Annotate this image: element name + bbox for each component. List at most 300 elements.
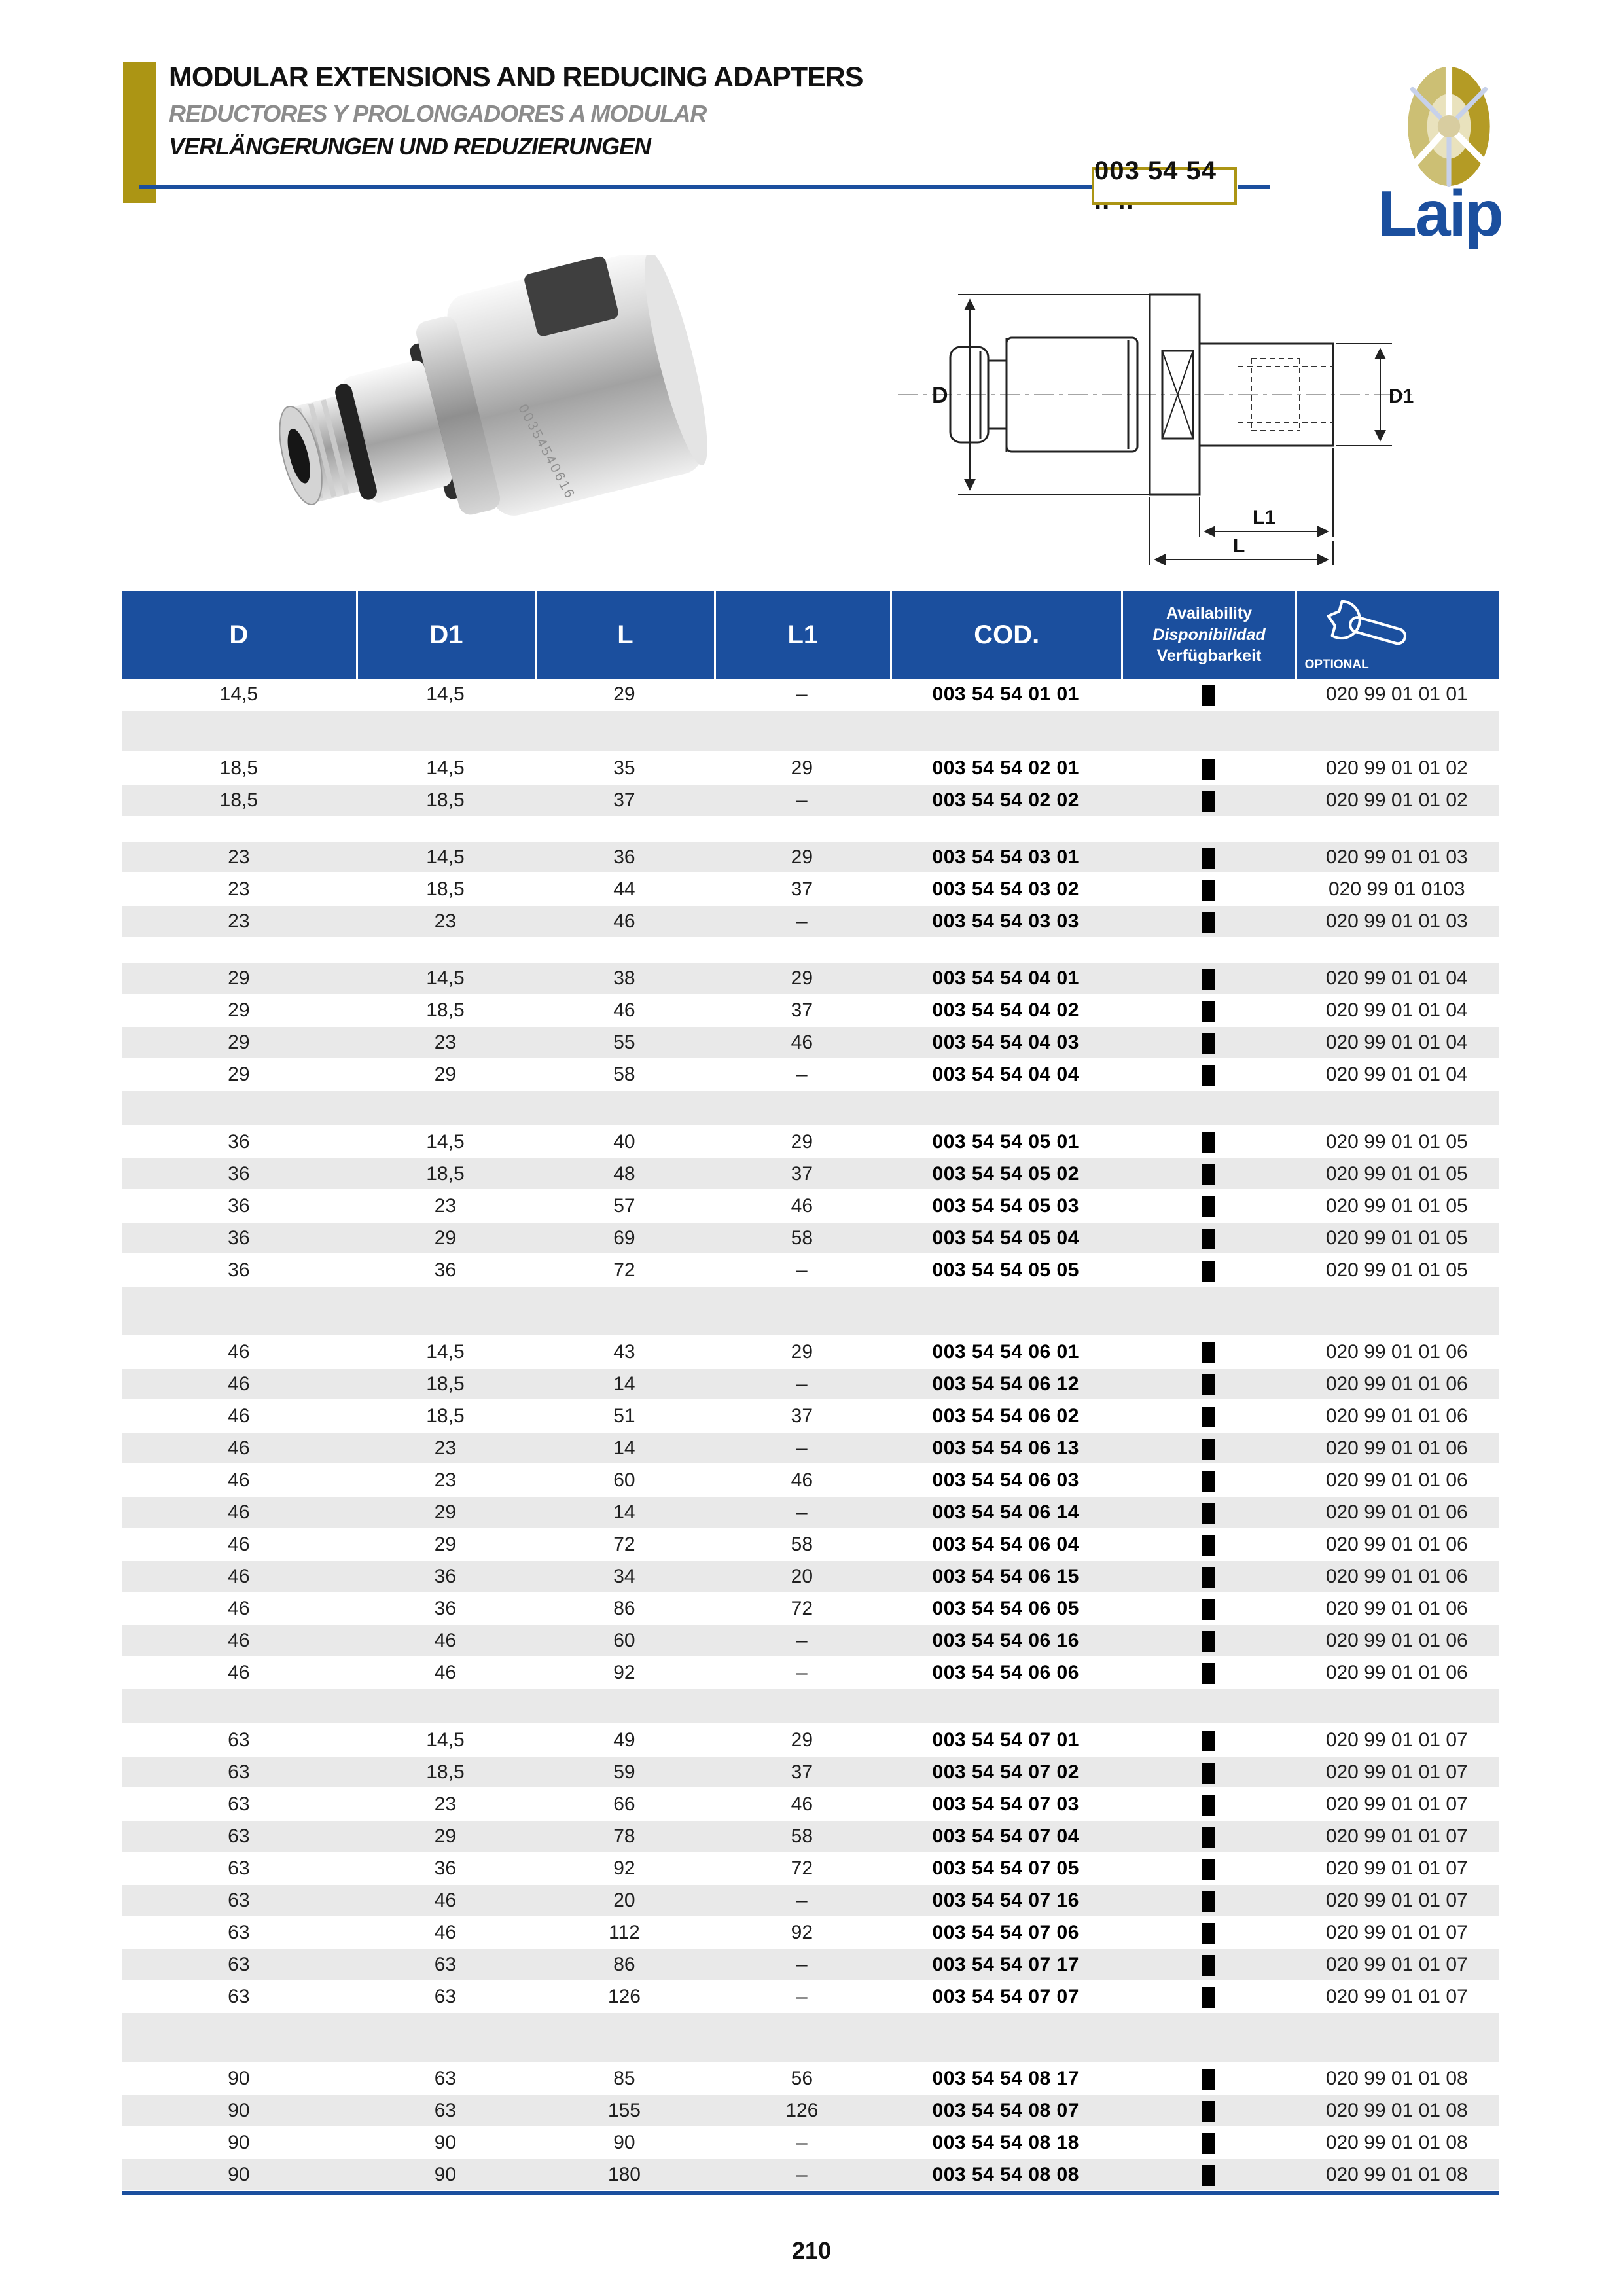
cell-d: 36 xyxy=(228,1162,250,1185)
cell-availability xyxy=(1121,1629,1294,1651)
availability-square xyxy=(1202,791,1215,812)
table-row xyxy=(122,1497,1499,1529)
cell-d: 46 xyxy=(228,1501,250,1523)
cell-l: 86 xyxy=(613,1953,635,1975)
cell-l1: – xyxy=(796,910,808,932)
cell-d1: 23 xyxy=(434,910,457,932)
cell-l1: 29 xyxy=(791,1340,813,1363)
cell-l: 60 xyxy=(613,1629,635,1651)
cell-optional-code: 020 99 01 01 02 xyxy=(1325,757,1468,779)
cell-l1: 37 xyxy=(791,999,813,1021)
cell-d1: 29 xyxy=(434,1533,457,1555)
availability-square xyxy=(1202,880,1215,901)
cell-d: 46 xyxy=(228,1405,250,1427)
cell-availability xyxy=(1121,1340,1294,1363)
cell-availability xyxy=(1121,1793,1294,1815)
cell-d1: 36 xyxy=(434,1597,457,1619)
cell-d: 36 xyxy=(228,1227,250,1249)
table-row xyxy=(122,963,1499,995)
cell-d: 90 xyxy=(228,2163,250,2185)
cell-d1: 14,5 xyxy=(426,1729,465,1751)
product-photo xyxy=(196,255,720,576)
cell-optional-code: 020 99 01 01 01 xyxy=(1325,683,1468,705)
cell-l: 38 xyxy=(613,967,635,989)
cell-cod: 003 54 54 07 07 xyxy=(932,1985,1079,2007)
cell-availability xyxy=(1121,967,1294,989)
col-header-l1: L1 xyxy=(714,591,890,679)
cell-l1: 46 xyxy=(791,1194,813,1217)
table-row xyxy=(122,1949,1499,1981)
cell-l1: – xyxy=(796,1661,808,1683)
table-row xyxy=(122,1529,1499,1561)
cell-cod: 003 54 54 06 03 xyxy=(932,1469,1079,1491)
table-separator-row xyxy=(122,2013,1499,2063)
table-row xyxy=(122,842,1499,874)
cell-l1: 58 xyxy=(791,1533,813,1555)
availability-square xyxy=(1202,1065,1215,1086)
cell-l1: 46 xyxy=(791,1793,813,1815)
cell-availability xyxy=(1121,1661,1294,1683)
cell-d: 63 xyxy=(228,1985,250,2007)
cell-l1: – xyxy=(796,1063,808,1085)
cell-l: 55 xyxy=(613,1031,635,1053)
cell-l: 35 xyxy=(613,757,635,779)
cell-availability xyxy=(1121,1469,1294,1491)
table-separator-row xyxy=(122,938,1499,963)
table-bottom-rule xyxy=(122,2191,1499,2195)
cell-d: 23 xyxy=(228,846,250,868)
cell-availability xyxy=(1121,1921,1294,1943)
cell-cod: 003 54 54 04 03 xyxy=(932,1031,1079,1053)
cell-l: 60 xyxy=(613,1469,635,1491)
cell-l: 48 xyxy=(613,1162,635,1185)
cell-cod: 003 54 54 06 06 xyxy=(932,1661,1079,1683)
availability-square xyxy=(1202,1987,1215,2008)
cell-l1: – xyxy=(796,1372,808,1395)
cell-cod: 003 54 54 07 05 xyxy=(932,1857,1079,1879)
table-row xyxy=(122,1126,1499,1158)
cell-availability xyxy=(1121,1597,1294,1619)
cell-cod: 003 54 54 07 16 xyxy=(932,1889,1079,1911)
cell-optional-code: 020 99 01 01 06 xyxy=(1325,1437,1468,1459)
cell-l: 92 xyxy=(613,1661,635,1683)
cell-optional-code: 020 99 01 01 04 xyxy=(1325,1031,1468,1053)
cell-d1: 14,5 xyxy=(426,846,465,868)
cell-optional-code: 020 99 01 01 06 xyxy=(1325,1629,1468,1651)
cell-availability xyxy=(1121,683,1294,705)
cell-cod: 003 54 54 08 18 xyxy=(932,2131,1079,2153)
header-rule-segment xyxy=(1238,185,1270,189)
cell-d: 36 xyxy=(228,1130,250,1153)
cell-availability xyxy=(1121,1162,1294,1185)
cell-optional-code: 020 99 01 01 07 xyxy=(1325,1985,1468,2007)
product-code-box: 003 54 54 .. .. xyxy=(1092,167,1237,205)
cell-d: 23 xyxy=(228,910,250,932)
cell-optional-code: 020 99 01 01 05 xyxy=(1325,1194,1468,1217)
cell-l1: – xyxy=(796,683,808,705)
cell-availability xyxy=(1121,1194,1294,1217)
page-subtitle-es: REDUCTORES Y PROLONGADORES A MODULAR xyxy=(169,100,707,128)
cell-d1: 23 xyxy=(434,1793,457,1815)
cell-d1: 46 xyxy=(434,1661,457,1683)
availability-square xyxy=(1202,1001,1215,1022)
cell-l1: 58 xyxy=(791,1825,813,1847)
cell-cod: 003 54 54 05 01 xyxy=(932,1130,1079,1153)
cell-l1: 72 xyxy=(791,1857,813,1879)
cell-cod: 003 54 54 07 17 xyxy=(932,1953,1079,1975)
cell-d1: 18,5 xyxy=(426,1162,465,1185)
cell-l1: 46 xyxy=(791,1031,813,1053)
cell-l: 66 xyxy=(613,1793,635,1815)
cell-d1: 29 xyxy=(434,1227,457,1249)
cell-l: 72 xyxy=(613,1259,635,1281)
cell-l: 90 xyxy=(613,2131,635,2153)
cell-optional-code: 020 99 01 01 04 xyxy=(1325,967,1468,989)
cell-l1: – xyxy=(796,1985,808,2007)
photo-engraving: 00354540616 xyxy=(515,401,579,503)
table-row xyxy=(122,1885,1499,1917)
table-row xyxy=(122,753,1499,785)
cell-availability xyxy=(1121,878,1294,900)
cell-availability xyxy=(1121,1130,1294,1153)
cell-l: 36 xyxy=(613,846,635,868)
cell-d1: 14,5 xyxy=(426,1340,465,1363)
cell-optional-code: 020 99 01 01 08 xyxy=(1325,2099,1468,2121)
availability-square xyxy=(1202,1471,1215,1492)
table-separator-row xyxy=(122,711,1499,753)
cell-availability xyxy=(1121,2131,1294,2153)
cell-optional-code: 020 99 01 01 03 xyxy=(1325,846,1468,868)
cell-d1: 23 xyxy=(434,1469,457,1491)
cell-l1: 92 xyxy=(791,1921,813,1943)
cell-cod: 003 54 54 04 04 xyxy=(932,1063,1079,1085)
table-row xyxy=(122,1158,1499,1191)
cell-optional-code: 020 99 01 01 06 xyxy=(1325,1340,1468,1363)
cell-d: 46 xyxy=(228,1533,250,1555)
table-row xyxy=(122,1821,1499,1853)
cell-d: 46 xyxy=(228,1340,250,1363)
cell-availability xyxy=(1121,1729,1294,1751)
availability-square xyxy=(1202,1132,1215,1153)
cell-d: 18,5 xyxy=(219,789,259,811)
cell-d1: 29 xyxy=(434,1825,457,1847)
table-separator-row xyxy=(122,1287,1499,1336)
cell-l1: – xyxy=(796,1259,808,1281)
brand-logo: Laip xyxy=(1378,177,1502,249)
cell-d1: 23 xyxy=(434,1194,457,1217)
cell-l: 59 xyxy=(613,1761,635,1783)
table-row xyxy=(122,1657,1499,1689)
availability-square xyxy=(1202,1535,1215,1556)
availability-square xyxy=(1202,1342,1215,1363)
cell-cod: 003 54 54 07 01 xyxy=(932,1729,1079,1751)
cell-optional-code: 020 99 01 01 06 xyxy=(1325,1565,1468,1587)
cell-l1: 20 xyxy=(791,1565,813,1587)
availability-square xyxy=(1202,1663,1215,1684)
cell-optional-code: 020 99 01 01 07 xyxy=(1325,1761,1468,1783)
cell-l1: – xyxy=(796,789,808,811)
cell-availability xyxy=(1121,789,1294,811)
cell-d1: 18,5 xyxy=(426,1405,465,1427)
cell-l1: 29 xyxy=(791,846,813,868)
cell-d: 63 xyxy=(228,1761,250,1783)
availability-square xyxy=(1202,1374,1215,1395)
cell-optional-code: 020 99 01 0103 xyxy=(1328,878,1465,900)
cell-optional-code: 020 99 01 01 07 xyxy=(1325,1921,1468,1943)
availability-square xyxy=(1202,1731,1215,1751)
cell-cod: 003 54 54 06 05 xyxy=(932,1597,1079,1619)
cell-optional-code: 020 99 01 01 06 xyxy=(1325,1372,1468,1395)
cell-cod: 003 54 54 07 06 xyxy=(932,1921,1079,1943)
cell-d1: 23 xyxy=(434,1437,457,1459)
cell-l: 86 xyxy=(613,1597,635,1619)
availability-square xyxy=(1202,2069,1215,2090)
cell-cod: 003 54 54 03 02 xyxy=(932,878,1079,900)
cell-d1: 46 xyxy=(434,1921,457,1943)
table-row xyxy=(122,2095,1499,2127)
cell-d: 14,5 xyxy=(219,683,259,705)
availability-square xyxy=(1202,1631,1215,1652)
availability-square xyxy=(1202,1261,1215,1282)
availability-square xyxy=(1202,759,1215,780)
cell-l1: 56 xyxy=(791,2067,813,2089)
cell-d: 63 xyxy=(228,1825,250,1847)
cell-d1: 90 xyxy=(434,2131,457,2153)
table-row xyxy=(122,1757,1499,1789)
cell-l: 43 xyxy=(613,1340,635,1363)
cell-cod: 003 54 54 06 16 xyxy=(932,1629,1079,1651)
table-row xyxy=(122,1336,1499,1369)
cell-l1: 37 xyxy=(791,1761,813,1783)
cell-optional-code: 020 99 01 01 05 xyxy=(1325,1259,1468,1281)
availability-square xyxy=(1202,1955,1215,1976)
cell-cod: 003 54 54 04 01 xyxy=(932,967,1079,989)
cell-d: 63 xyxy=(228,1729,250,1751)
cell-availability xyxy=(1121,1565,1294,1587)
cell-l: 49 xyxy=(613,1729,635,1751)
col-header-optional xyxy=(1295,591,1499,679)
cell-l1: – xyxy=(796,1501,808,1523)
drawing-label-l: L xyxy=(1233,535,1245,557)
table-row xyxy=(122,1369,1499,1401)
cell-d: 46 xyxy=(228,1437,250,1459)
cell-availability xyxy=(1121,1372,1294,1395)
cell-cod: 003 54 54 05 03 xyxy=(932,1194,1079,1217)
cell-optional-code: 020 99 01 01 07 xyxy=(1325,1953,1468,1975)
cell-d: 29 xyxy=(228,999,250,1021)
cell-availability xyxy=(1121,1405,1294,1427)
page-number: 210 xyxy=(791,2237,832,2264)
cell-d1: 36 xyxy=(434,1565,457,1587)
cell-l: 126 xyxy=(607,1985,641,2007)
optional-label: OPTIONAL xyxy=(1304,658,1369,672)
cell-d1: 18,5 xyxy=(426,878,465,900)
cell-cod: 003 54 54 05 04 xyxy=(932,1227,1079,1249)
cell-d: 36 xyxy=(228,1194,250,1217)
cell-d: 36 xyxy=(228,1259,250,1281)
cell-availability xyxy=(1121,1985,1294,2007)
cell-l1: – xyxy=(796,1953,808,1975)
cell-optional-code: 020 99 01 01 08 xyxy=(1325,2163,1468,2185)
cell-d1: 18,5 xyxy=(426,1372,465,1395)
cell-d: 18,5 xyxy=(219,757,259,779)
availability-square xyxy=(1202,1164,1215,1185)
cell-l: 40 xyxy=(613,1130,635,1153)
cell-cod: 003 54 54 06 01 xyxy=(932,1340,1079,1363)
cell-d1: 63 xyxy=(434,1953,457,1975)
table-row xyxy=(122,1981,1499,2013)
col-header-d: D xyxy=(229,620,249,649)
cell-availability xyxy=(1121,1501,1294,1523)
cell-cod: 003 54 54 06 02 xyxy=(932,1405,1079,1427)
cell-optional-code: 020 99 01 01 07 xyxy=(1325,1825,1468,1847)
cell-d: 29 xyxy=(228,1063,250,1085)
availability-square xyxy=(1202,912,1215,933)
cell-l: 34 xyxy=(613,1565,635,1587)
cell-d1: 36 xyxy=(434,1259,457,1281)
table-row xyxy=(122,2127,1499,2159)
cell-availability xyxy=(1121,1889,1294,1911)
brand-emblem-icon xyxy=(1406,64,1492,188)
header-rule xyxy=(139,185,1092,189)
cell-cod: 003 54 54 06 13 xyxy=(932,1437,1079,1459)
table-row xyxy=(122,1027,1499,1059)
cell-l: 37 xyxy=(613,789,635,811)
cell-availability xyxy=(1121,846,1294,868)
cell-l: 20 xyxy=(613,1889,635,1911)
cell-availability xyxy=(1121,1761,1294,1783)
cell-cod: 003 54 54 03 03 xyxy=(932,910,1079,932)
col-header-d1: D1 xyxy=(356,591,535,679)
table-separator-row xyxy=(122,1091,1499,1126)
cell-availability xyxy=(1121,2099,1294,2121)
cell-availability xyxy=(1121,757,1294,779)
cell-cod: 003 54 54 08 17 xyxy=(932,2067,1079,2089)
table-row xyxy=(122,1625,1499,1657)
availability-square xyxy=(1202,1407,1215,1427)
cell-optional-code: 020 99 01 01 06 xyxy=(1325,1405,1468,1427)
availability-square xyxy=(1202,1229,1215,1249)
cell-cod: 003 54 54 07 03 xyxy=(932,1793,1079,1815)
cell-d1: 29 xyxy=(434,1501,457,1523)
cell-cod: 003 54 54 07 02 xyxy=(932,1761,1079,1783)
table-body xyxy=(122,679,1499,2191)
cell-l1: 58 xyxy=(791,1227,813,1249)
cell-d1: 36 xyxy=(434,1857,457,1879)
cell-l1: 29 xyxy=(791,1729,813,1751)
cell-l1: 37 xyxy=(791,1405,813,1427)
cell-cod: 003 54 54 06 04 xyxy=(932,1533,1079,1555)
drawing-label-l1: L1 xyxy=(1253,507,1276,528)
cell-optional-code: 020 99 01 01 08 xyxy=(1325,2131,1468,2153)
cell-l: 78 xyxy=(613,1825,635,1847)
availability-square xyxy=(1202,1923,1215,1944)
cell-optional-code: 020 99 01 01 06 xyxy=(1325,1661,1468,1683)
cell-cod: 003 54 54 06 14 xyxy=(932,1501,1079,1523)
cell-l1: 29 xyxy=(791,967,813,989)
cell-d: 90 xyxy=(228,2067,250,2089)
cell-optional-code: 020 99 01 01 07 xyxy=(1325,1729,1468,1751)
cell-optional-code: 020 99 01 01 04 xyxy=(1325,999,1468,1021)
table-row xyxy=(122,1853,1499,1885)
availability-square xyxy=(1202,2101,1215,2122)
cell-d1: 90 xyxy=(434,2163,457,2185)
availability-square xyxy=(1202,2165,1215,2186)
cell-optional-code: 020 99 01 01 07 xyxy=(1325,1793,1468,1815)
cell-cod: 003 54 54 08 08 xyxy=(932,2163,1079,2185)
cell-optional-code: 020 99 01 01 06 xyxy=(1325,1469,1468,1491)
availability-square xyxy=(1202,1891,1215,1912)
cell-l: 85 xyxy=(613,2067,635,2089)
cell-availability xyxy=(1121,1857,1294,1879)
cell-cod: 003 54 54 04 02 xyxy=(932,999,1079,1021)
cell-l1: – xyxy=(796,2131,808,2153)
cell-optional-code: 020 99 01 01 03 xyxy=(1325,910,1468,932)
cell-availability xyxy=(1121,1437,1294,1459)
availability-square xyxy=(1202,2133,1215,2154)
cell-availability xyxy=(1121,1825,1294,1847)
cell-d1: 63 xyxy=(434,2067,457,2089)
cell-l: 180 xyxy=(607,2163,641,2185)
cell-d: 90 xyxy=(228,2099,250,2121)
table-row xyxy=(122,1433,1499,1465)
cell-l: 51 xyxy=(613,1405,635,1427)
cell-l1: – xyxy=(796,2163,808,2185)
cell-d1: 14,5 xyxy=(426,1130,465,1153)
availability-square xyxy=(1202,1439,1215,1460)
table-row xyxy=(122,1917,1499,1949)
cell-availability xyxy=(1121,1259,1294,1281)
cell-d1: 46 xyxy=(434,1889,457,1911)
cell-l: 44 xyxy=(613,878,635,900)
cell-l: 69 xyxy=(613,1227,635,1249)
table-row xyxy=(122,1059,1499,1091)
cell-l: 46 xyxy=(613,910,635,932)
cell-l1: 72 xyxy=(791,1597,813,1619)
table-row xyxy=(122,1191,1499,1223)
cell-availability xyxy=(1121,1031,1294,1053)
cell-optional-code: 020 99 01 01 02 xyxy=(1325,789,1468,811)
cell-d: 46 xyxy=(228,1372,250,1395)
cell-l: 14 xyxy=(613,1501,635,1523)
cell-optional-code: 020 99 01 01 05 xyxy=(1325,1130,1468,1153)
cell-l: 58 xyxy=(613,1063,635,1085)
cell-d: 46 xyxy=(228,1629,250,1651)
table-row xyxy=(122,995,1499,1027)
drawing-label-d1: D1 xyxy=(1389,386,1414,407)
cell-optional-code: 020 99 01 01 07 xyxy=(1325,1857,1468,1879)
cell-availability xyxy=(1121,1063,1294,1085)
availability-square xyxy=(1202,969,1215,990)
table-row xyxy=(122,2063,1499,2095)
cell-d1: 18,5 xyxy=(426,999,465,1021)
cell-cod: 003 54 54 08 07 xyxy=(932,2099,1079,2121)
cell-optional-code: 020 99 01 01 05 xyxy=(1325,1162,1468,1185)
accent-bar xyxy=(123,62,156,203)
cell-cod: 003 54 54 05 02 xyxy=(932,1162,1079,1185)
cell-l: 155 xyxy=(607,2099,641,2121)
availability-square xyxy=(1202,1196,1215,1217)
cell-d1: 14,5 xyxy=(426,683,465,705)
cell-l: 112 xyxy=(609,1921,640,1943)
cell-d1: 14,5 xyxy=(426,967,465,989)
table-header xyxy=(122,591,1499,679)
cell-l: 92 xyxy=(613,1857,635,1879)
table-row xyxy=(122,1223,1499,1255)
cell-d: 29 xyxy=(228,967,250,989)
col-header-l: L xyxy=(535,591,714,679)
table-row xyxy=(122,1789,1499,1821)
